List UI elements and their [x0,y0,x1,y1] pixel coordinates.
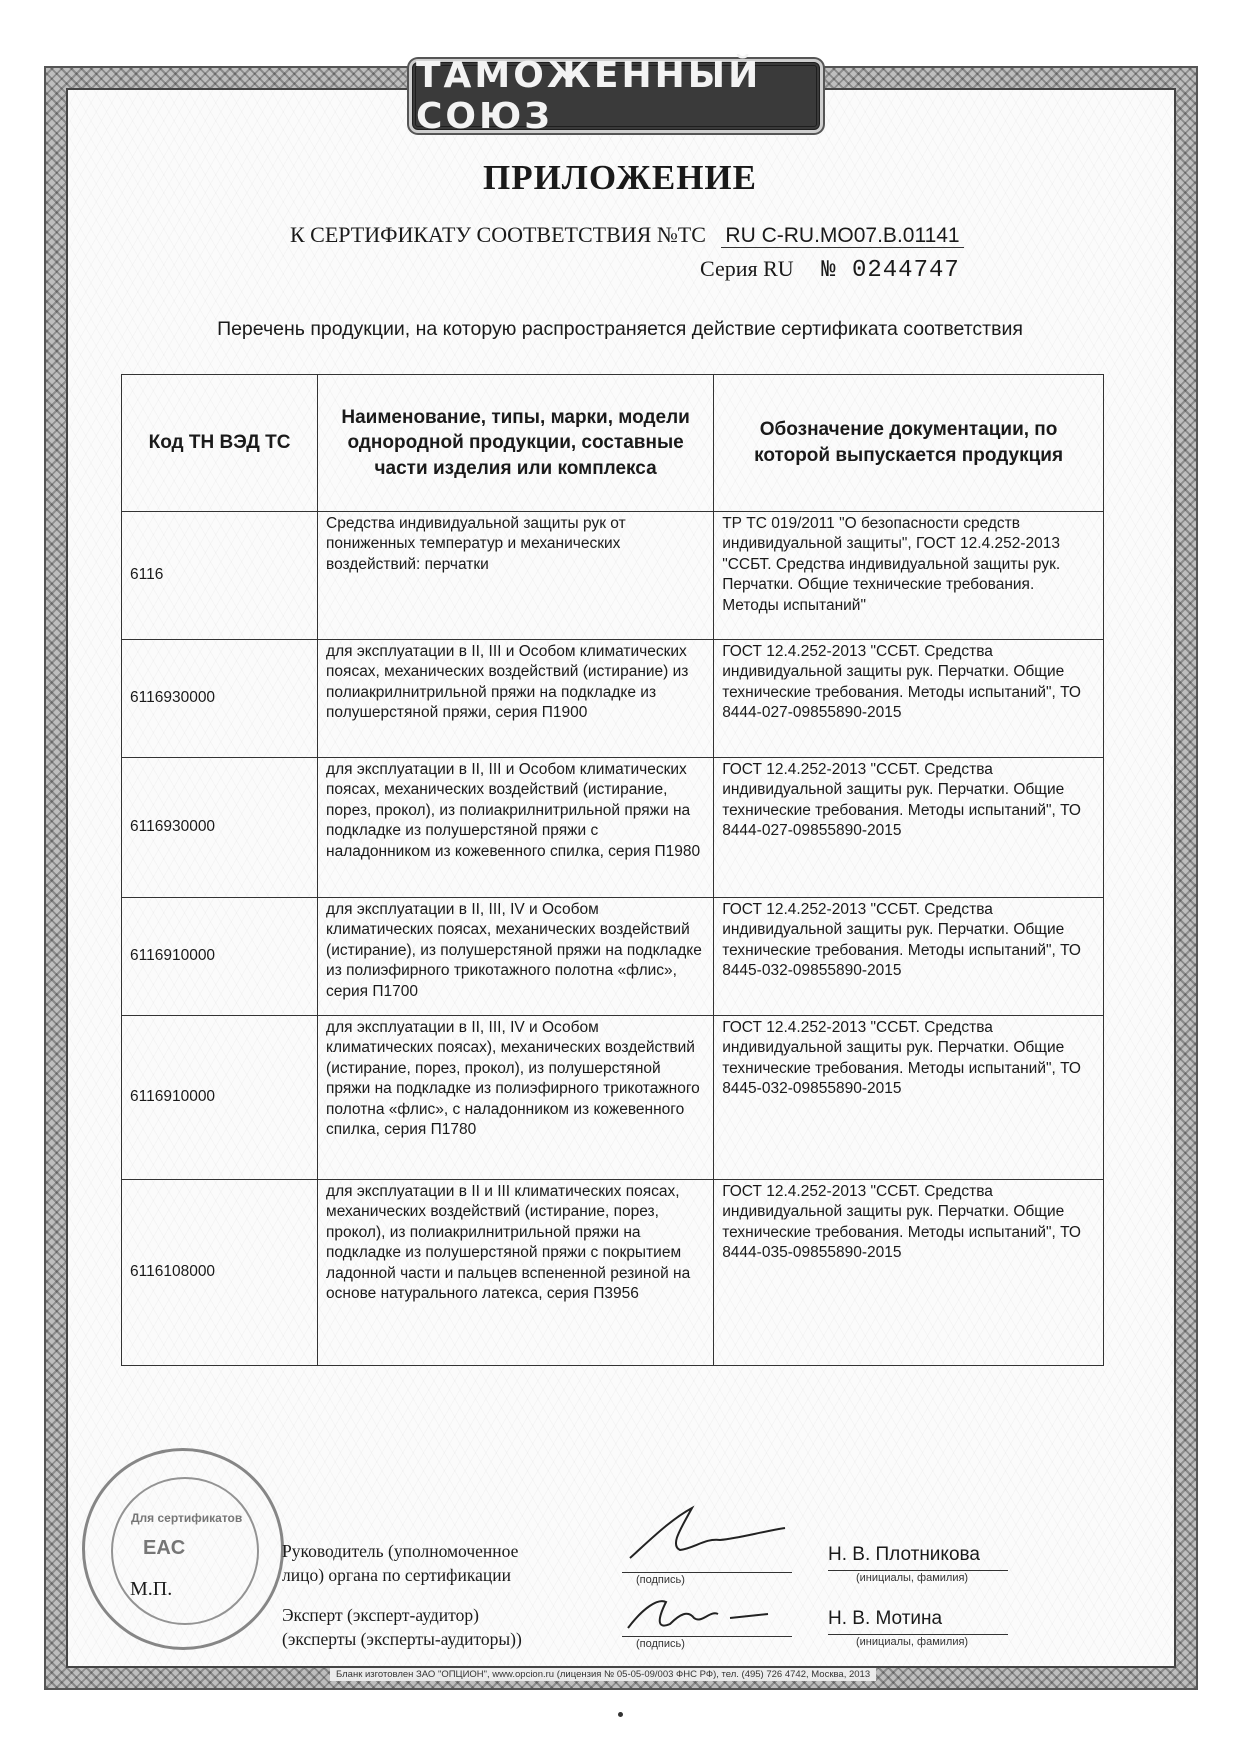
expert-label [282,1604,522,1651]
series-line [700,256,960,284]
expert-signature-line [622,1636,792,1637]
punch-dot [618,1712,623,1717]
expert-name-caption: (инициалы, фамилия) [856,1636,969,1648]
cell-doc: ТР ТС 019/2011 "О безопасности средств индивидуальной защиты", ГОСТ 12.4.252-2013 "ССБТ. Средства индивидуальной защиты рук. Перчатки. Общие технические требования. Методы испытаний" [714,512,1104,640]
cell-doc: ГОСТ 12.4.252-2013 "ССБТ. Средства индивидуальной защиты рук. Перчатки. Общие технические требования. Методы испытаний", ТО 8444-027-09855890-2015 [714,758,1104,898]
cell-name: для эксплуатации в II, III и Особом климатических поясах, механических воздействий (истирание) из полиакрилнитрильной пряжи на подкладке из полушерстяной пряжи, серия П1900 [318,640,714,758]
certificate-prefix: К СЕРТИФИКАТУ СООТВЕТСТВИЯ №ТС [290,222,706,247]
table-row [122,1180,1104,1366]
cell-code: 6116910000 [122,898,318,1016]
header-name: Наименование, типы, марки, модели однородной продукции, составные части изделия или комплекса [318,375,714,512]
table-header-row [122,375,1104,512]
cell-name: для эксплуатации в II, III, IV и Особом климатических поясах), механических воздействий (истирание, порез, прокол), из полушерстяной пряжи на подкладке из полиэфирного трикотажного полотна «флис», с наладонником из кожевенного спилка, серия П1780 [318,1016,714,1180]
cell-code: 6116910000 [122,1016,318,1180]
head-label [282,1540,518,1587]
expert-label-line2: (эксперты (эксперты-аудиторы)) [282,1628,522,1649]
cell-doc: ГОСТ 12.4.252-2013 "ССБТ. Средства индивидуальной защиты рук. Перчатки. Общие технические требования. Методы испытаний", ТО 8445-032-09855890-2015 [714,898,1104,1016]
table-row [122,1016,1104,1180]
intro-text: Перечень продукции, на которую распространяется действие сертификата соответствия [217,318,1023,340]
cell-name: для эксплуатации в II, III и Особом климатических поясах, механических воздействий (истирание, порез, прокол), из полиакрилнитрильной пряжи на подкладке из полушерстяной пряжи с наладонником из кожевенного спилка, серия П1980 [318,758,714,898]
seal-place-label: М.П. [130,1578,173,1600]
page-title: ПРИЛОЖЕНИЕ [482,158,757,197]
certificate-number-line [290,222,964,248]
products-table [121,374,1104,1366]
head-name-line [828,1570,1008,1571]
head-signature-icon [610,1500,790,1570]
head-signature-caption: (подпись) [636,1574,685,1586]
cell-name: Средства индивидуальной защиты рук от пониженных температур и механических воздействий: перчатки [318,512,714,640]
header-code: Код ТН ВЭД ТС [122,375,318,512]
table-row [122,898,1104,1016]
table-row [122,758,1104,898]
head-signature-line [622,1572,792,1573]
cell-code: 6116930000 [122,640,318,758]
series-label: Серия RU [700,256,794,281]
series-number: № 0244747 [821,257,960,284]
cell-name: для эксплуатации в II, III, IV и Особом климатических поясах, механических воздействий (истирание), из полушерстяной пряжи на подкладке из полиэфирного трикотажного полотна «флис», серия П1700 [318,898,714,1016]
stamp-center-text: Для сертификатов [131,1511,243,1525]
banner-text: ТАМОЖЕННЫЙ СОЮЗ [416,55,762,137]
cell-doc: ГОСТ 12.4.252-2013 "ССБТ. Средства индивидуальной защиты рук. Перчатки. Общие технические требования. Методы испытаний", ТО 8445-032-09855890-2015 [714,1016,1104,1180]
cell-name: для эксплуатации в II и III климатических поясах, механических воздействий (истирание, порез, прокол), из полиакрилнитрильной пряжи на подкладке из полушерстяной пряжи с покрытием ладонной части и пальцев вспененной резиной на основе натурального латекса, серия П3956 [318,1180,714,1366]
certification-stamp [82,1448,284,1650]
cell-doc: ГОСТ 12.4.252-2013 "ССБТ. Средства индивидуальной защиты рук. Перчатки. Общие технические требования. Методы испытаний", ТО 8444-027-09855890-2015 [714,640,1104,758]
head-name-caption: (инициалы, фамилия) [856,1572,969,1584]
table-row [122,512,1104,640]
expert-signature-caption: (подпись) [636,1638,685,1650]
eac-logo-icon: EAC [143,1537,186,1559]
head-label-line1: Руководитель (уполномоченное [282,1541,519,1561]
head-name: Н. В. Плотникова [828,1544,980,1565]
expert-name-line [828,1634,1008,1635]
cell-code: 6116108000 [122,1180,318,1366]
cell-code: 6116930000 [122,758,318,898]
blank-footer: Бланк изготовлен ЗАО "ОПЦИОН", www.opcion.ru (лицензия № 05-05-09/003 ФНС РФ), тел. (495) 726 4742, Москва, 2013 [330,1668,876,1681]
certificate-number: RU C-RU.MO07.B.01141 [721,224,963,248]
expert-label-line1: Эксперт (эксперт-аудитор) [282,1605,479,1625]
header-doc: Обозначение документации, по которой выпускается продукция [714,375,1104,512]
cell-doc: ГОСТ 12.4.252-2013 "ССБТ. Средства индивидуальной защиты рук. Перчатки. Общие технические требования. Методы испытаний", ТО 8444-035-09855890-2015 [714,1180,1104,1366]
cell-code: 6116 [122,512,318,640]
table-row [122,640,1104,758]
head-label-line2: лицо) органа по сертификации [282,1564,511,1585]
customs-union-banner [412,55,820,137]
expert-name: Н. В. Мотина [828,1608,943,1629]
